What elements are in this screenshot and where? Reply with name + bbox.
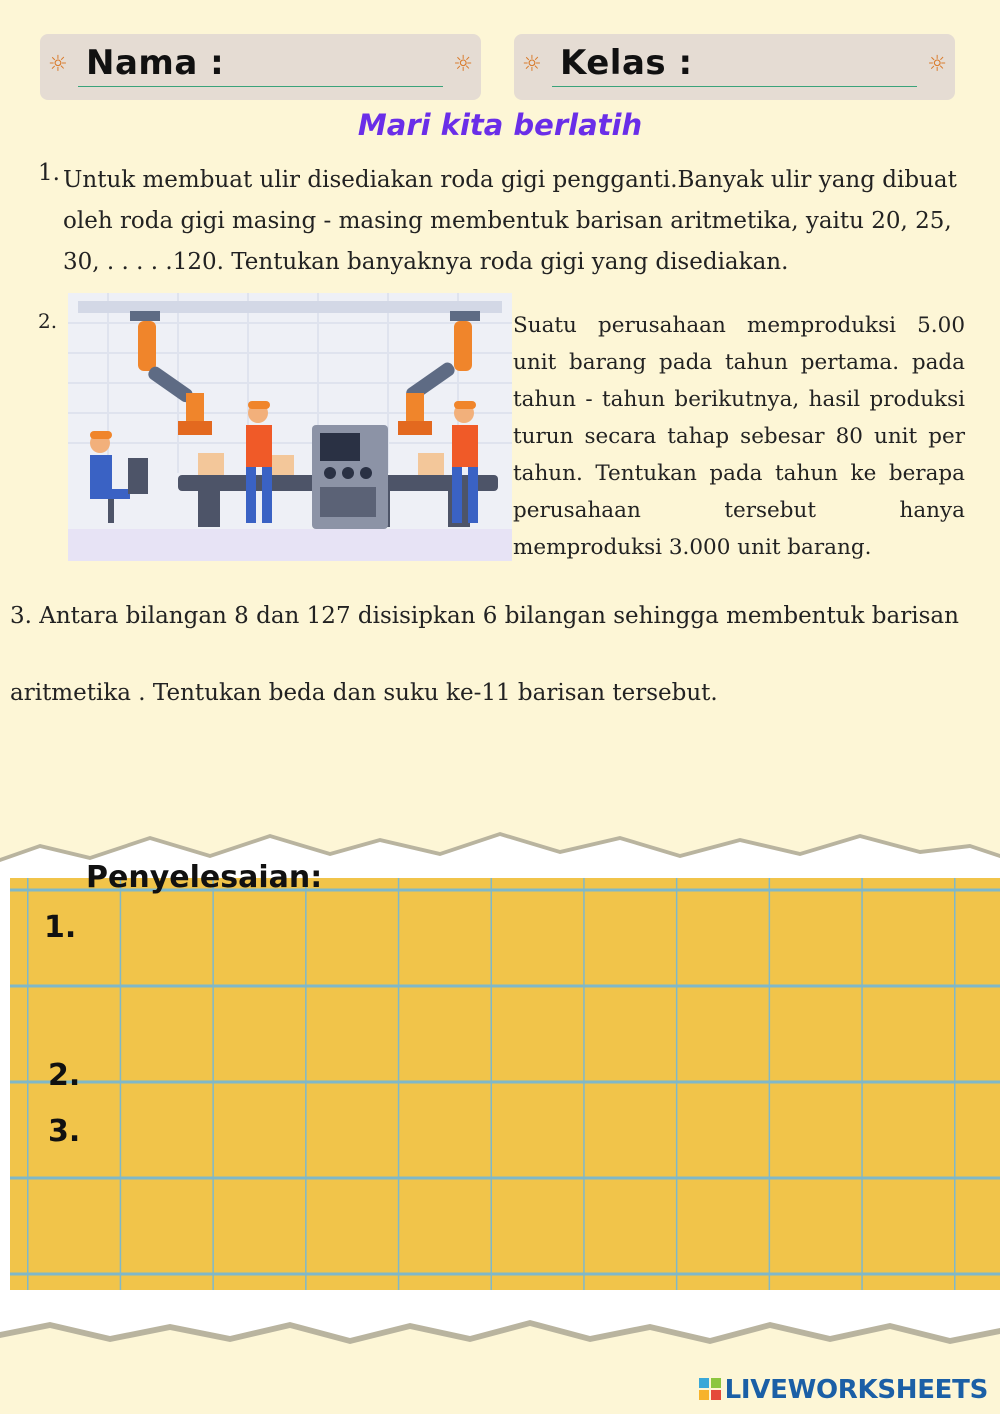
class-underline[interactable] bbox=[552, 86, 917, 87]
brand-text: LIVEWORKSHEETS bbox=[724, 1375, 988, 1405]
name-field[interactable] bbox=[40, 34, 481, 100]
question-1-line: oleh roda gigi masing - masing membentuk barisan aritmetika, yaitu 20, 25, bbox=[63, 208, 952, 234]
factory-assembly-line-illustration bbox=[68, 293, 512, 561]
question-1-line: Untuk membuat ulir disediakan roda gigi pengganti.Banyak ulir yang dibuat bbox=[63, 167, 957, 193]
sun-star-icon: ☼ bbox=[522, 52, 542, 77]
class-label: Kelas : bbox=[560, 43, 693, 83]
question-2-text: Suatu perusahaan memproduksi 5.00 unit barang pada tahun pertama. pada tahun - tahun berikutnya, hasil produksi turun secara tahap sebesar 80 unit per tahun. Tentukan pada tahun ke berapa perusahaan tersebut hanya memproduksi 3.000 unit barang. bbox=[513, 313, 965, 560]
liveworksheets-brand[interactable] bbox=[699, 1375, 988, 1405]
sun-star-icon: ☼ bbox=[927, 52, 947, 77]
name-underline[interactable] bbox=[78, 86, 443, 87]
liveworksheets-logo-icon bbox=[699, 1378, 721, 1400]
question-1-number: 1. bbox=[38, 160, 60, 186]
sun-star-icon: ☼ bbox=[453, 52, 473, 77]
solution-title: Penyelesaian: bbox=[86, 860, 323, 895]
question-1-line: 30, . . . . .120. Tentukan banyaknya roda gigi yang disediakan. bbox=[63, 249, 789, 275]
class-field[interactable] bbox=[514, 34, 955, 100]
sun-star-icon: ☼ bbox=[48, 52, 68, 77]
question-3-line-1: 3. Antara bilangan 8 dan 127 disisipkan 6 bilangan sehingga membentuk barisan bbox=[10, 603, 959, 629]
answer-2-label: 2. bbox=[48, 1058, 81, 1093]
question-1-text bbox=[63, 160, 1000, 283]
page-title: Mari kita berlatih bbox=[357, 108, 643, 142]
name-label: Nama : bbox=[86, 43, 225, 83]
answer-3-label: 3. bbox=[48, 1114, 81, 1149]
question-3-line-2: aritmetika . Tentukan beda dan suku ke-11 barisan tersebut. bbox=[10, 680, 718, 706]
torn-grid-paper bbox=[0, 818, 1000, 1378]
question-2-number: 2. bbox=[38, 309, 58, 333]
answer-1-label: 1. bbox=[44, 910, 77, 945]
